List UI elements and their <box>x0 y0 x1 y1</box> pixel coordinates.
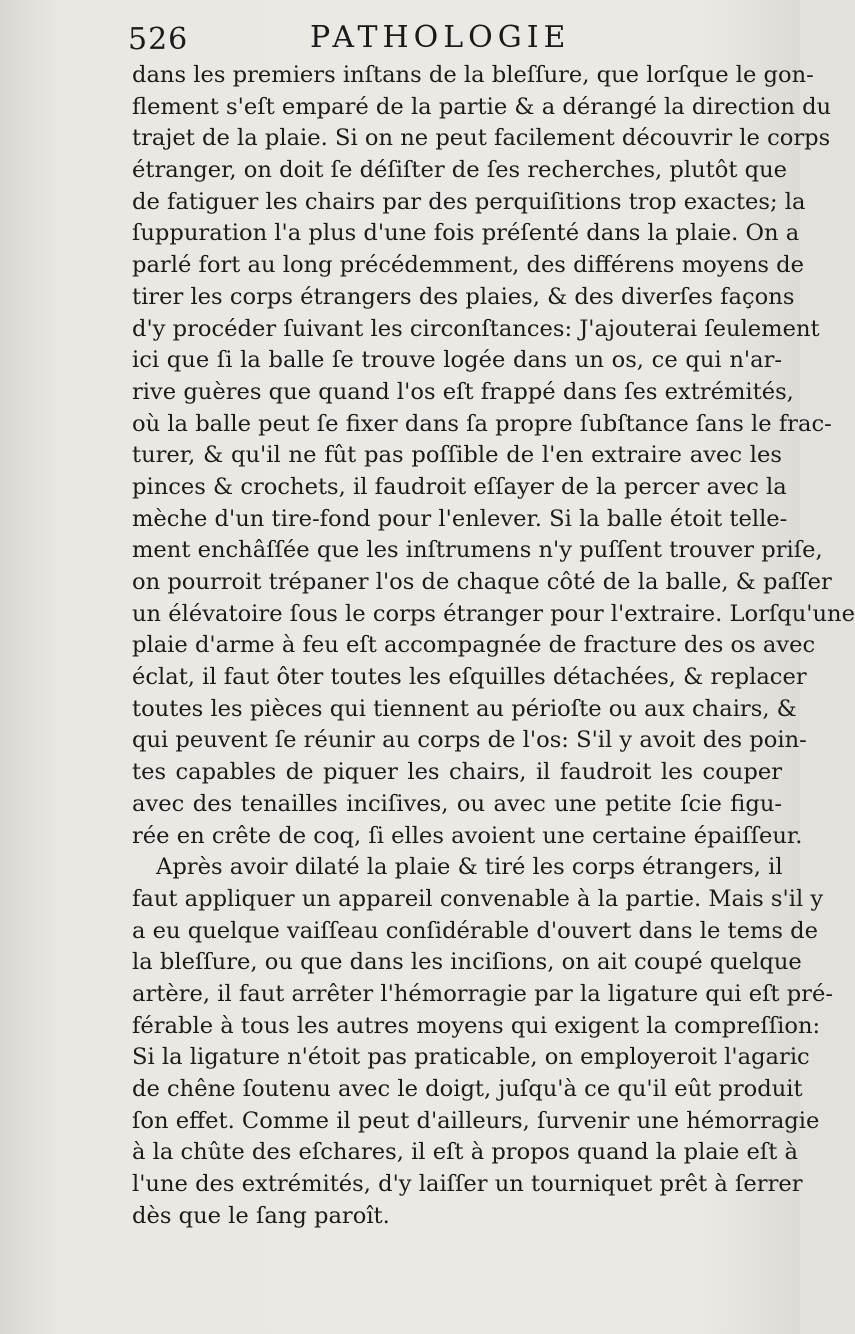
text-line: trajet de la plaie. Si on ne peut facilement découvrir le corps <box>132 125 831 152</box>
text-line: éclat, il faut ôter toutes les eſquilles détachées, & replacer <box>132 664 807 691</box>
text-line: Si la ligature n'étoit pas praticable, on employeroit l'agaric <box>132 1044 810 1071</box>
text-line: faut appliquer un appareil convenable à la partie. Mais s'il y <box>132 885 824 912</box>
text-line: ici que ſi la balle ſe trouve logée dans un os, ce qui n'ar- <box>132 347 782 374</box>
text-line: tes capables de piquer les chairs, il faudroit les couper <box>132 759 782 786</box>
page-number: 526 <box>128 22 189 57</box>
text-line: a eu quelque vaiſſeau conſidérable d'ouvert dans le tems de <box>132 917 818 944</box>
text-line: toutes les pièces qui tiennent au périoſte ou aux chairs, & <box>132 695 797 722</box>
text-line: où la balle peut ſe fixer dans ſa propre ſubſtance ſans le frac- <box>132 410 832 437</box>
text-line: flement s'eſt emparé de la partie & a dérangé la direction du <box>132 93 832 120</box>
text-line: ſon effet. Comme il peut d'ailleurs, ſurvenir une hémorragie <box>132 1107 820 1134</box>
text-line: pinces & crochets, il faudroit eſſayer de la percer avec la <box>132 473 787 500</box>
page-header <box>0 14 800 62</box>
text-line: d'y procéder ſuivant les circonſtances: J'ajouterai ſeulement <box>132 315 820 342</box>
text-line: l'une des extrémités, d'y laiſſer un tourniquet prêt à ſerrer <box>132 1171 803 1198</box>
text-line: rive guères que quand l'os eſt frappé dans ſes extrémités, <box>132 378 794 405</box>
text-line: parlé fort au long précédemment, des différens moyens de <box>132 252 805 279</box>
body-text <box>132 60 855 1232</box>
text-line: rée en crête de coq, ſi elles avoient une certaine épaiſſeur. <box>132 822 803 849</box>
text-line: qui peuvent ſe réunir au corps de l'os: S'il y avoit des poin- <box>132 727 807 754</box>
running-head: PATHOLOGIE <box>310 20 571 55</box>
text-line: avec des tenailles inciſives, ou avec une petite ſcie figu- <box>132 790 782 817</box>
text-line: étranger, on doit ſe déſiſter de ſes recherches, plutôt que <box>132 157 787 184</box>
text-line: férable à tous les autres moyens qui exigent la compreſſion: <box>132 1012 821 1039</box>
text-line: dès que le ſang paroît. <box>132 1202 390 1229</box>
text-line: artère, il faut arrêter l'hémorragie par la ligature qui eſt pré- <box>132 980 833 1007</box>
text-line: tirer les corps étrangers des plaies, & des diverſes façons <box>132 283 795 310</box>
text-line: turer, & qu'il ne fût pas poſſible de l'en extraire avec les <box>132 442 782 469</box>
text-line: à la chûte des eſchares, il eſt à propos quand la plaie eſt à <box>132 1139 799 1166</box>
text-line: mèche d'un tire-fond pour l'enlever. Si la balle étoit telle- <box>132 505 788 532</box>
text-line: ment enchâſſée que les inſtrumens n'y puſſent trouver priſe, <box>132 537 823 564</box>
text-line: la bleſſure, ou que dans les inciſions, on ait coupé quelque <box>132 949 802 976</box>
text-line: on pourroit trépaner l'os de chaque côté de la balle, & paſſer <box>132 569 832 595</box>
text-line: plaie d'arme à feu eſt accompagnée de fracture des os avec <box>132 632 816 659</box>
text-line: de fatiguer les chairs par des perquiſitions trop exactes; la <box>132 188 806 215</box>
paragraph-start-line: Après avoir dilaté la plaie & tiré les corps étrangers, il <box>156 854 783 881</box>
text-line: de chêne ſoutenu avec le doigt, juſqu'à ce qu'il eût produit <box>132 1076 803 1102</box>
text-line: un élévatoire ſous le corps étranger pour l'extraire. Lorſqu'une <box>132 600 855 627</box>
text-line: dans les premiers inſtans de la bleſſure, que lorſque le gon- <box>132 62 814 88</box>
text-line: ſuppuration l'a plus d'une fois préſenté dans la plaie. On a <box>132 220 800 247</box>
